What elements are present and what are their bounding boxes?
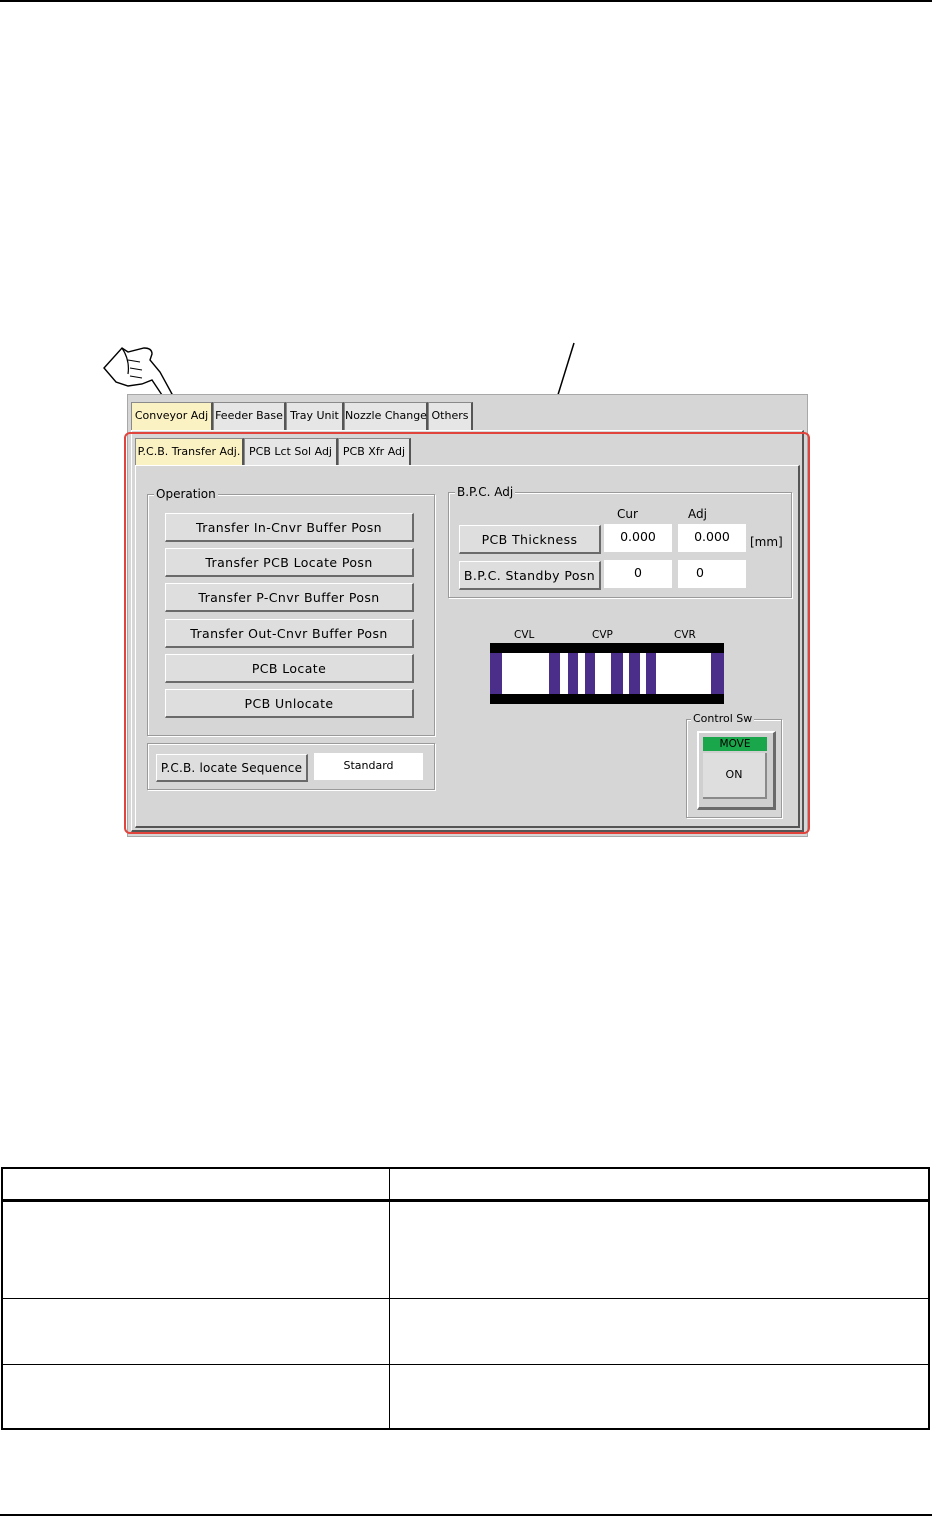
cvp-sensor-block-3 <box>585 653 595 694</box>
tab-nozzle-change[interactable]: Nozzle Change <box>344 402 428 430</box>
pcb-thickness-button[interactable]: PCB Thickness <box>459 525 601 554</box>
unit-mm-label: [mm] <box>750 535 783 549</box>
pcb-thickness-adj-field[interactable]: 0.000 <box>678 524 746 552</box>
tab-feeder-base[interactable]: Feeder Base <box>213 402 286 430</box>
conveyor-rail-bottom <box>490 694 724 704</box>
adj-column-header: Adj <box>688 507 707 521</box>
transfer-p-cnvr-buffer-posn-button[interactable]: Transfer P-Cnvr Buffer Posn <box>165 583 414 612</box>
tab-pcb-lct-sol-adj[interactable]: PCB Lct Sol Adj <box>244 438 338 466</box>
table-row <box>2 1298 929 1364</box>
cvr-sensor-block <box>711 653 724 694</box>
bpc-standby-posn-button[interactable]: B.P.C. Standby Posn <box>459 561 601 590</box>
switch-state-label: ON <box>703 753 767 799</box>
table-row <box>2 1364 929 1429</box>
cvp-sensor-block-6 <box>646 653 656 694</box>
operation-group-title: Operation <box>156 487 216 501</box>
pcb-thickness-cur-field: 0.000 <box>604 524 672 552</box>
tab-others[interactable]: Others <box>428 402 473 430</box>
tab-pcb-transfer-adj[interactable]: P.C.B. Transfer Adj. <box>135 438 244 466</box>
cvp-sensor-block-5 <box>629 653 640 694</box>
cvl-sensor-block <box>490 653 502 694</box>
bpc-standby-posn-cur-field: 0 <box>604 560 672 588</box>
cvp-sensor-block-1 <box>549 653 560 694</box>
bpc-standby-posn-adj-field[interactable]: 0 <box>678 560 746 588</box>
move-status-indicator: MOVE <box>703 737 767 751</box>
cvp-sensor-block-2 <box>568 653 578 694</box>
table-cell <box>2 1298 390 1364</box>
cvp-label: CVP <box>592 629 613 641</box>
bottom-rule <box>0 1514 932 1516</box>
cur-column-header: Cur <box>617 507 638 521</box>
locate-sequence-value: Standard <box>314 753 423 780</box>
table-cell <box>390 1200 930 1298</box>
tab-tray-unit[interactable]: Tray Unit <box>286 402 344 430</box>
bpc-adj-group-title: B.P.C. Adj <box>457 485 514 499</box>
table-header-cell <box>2 1168 390 1200</box>
table-cell <box>390 1364 930 1429</box>
transfer-pcb-locate-posn-button[interactable]: Transfer PCB Locate Posn <box>165 548 414 577</box>
control-switch-button[interactable] <box>697 731 776 810</box>
transfer-in-cnvr-buffer-posn-button[interactable]: Transfer In-Cnvr Buffer Posn <box>165 513 414 542</box>
table-header-row <box>2 1168 929 1200</box>
cvp-sensor-block-4 <box>611 653 623 694</box>
top-rule <box>0 0 932 2</box>
tab-pcb-xfr-adj[interactable]: PCB Xfr Adj <box>338 438 411 466</box>
transfer-out-cnvr-buffer-posn-button[interactable]: Transfer Out-Cnvr Buffer Posn <box>165 619 414 648</box>
table-header-cell <box>390 1168 930 1200</box>
conveyor-rail-top <box>490 643 724 653</box>
description-table <box>1 1167 930 1430</box>
pcb-locate-button[interactable]: PCB Locate <box>165 654 414 683</box>
control-sw-title: Control Sw <box>693 712 753 725</box>
table-row <box>2 1200 929 1298</box>
pcb-locate-sequence-button[interactable]: P.C.B. locate Sequence <box>156 754 308 782</box>
pcb-unlocate-button[interactable]: PCB Unlocate <box>165 689 414 718</box>
cvr-label: CVR <box>674 629 696 641</box>
table-cell <box>2 1200 390 1298</box>
conveyor-diagram <box>490 643 724 704</box>
table-cell <box>390 1298 930 1364</box>
cvl-label: CVL <box>514 629 535 641</box>
table-cell <box>2 1364 390 1429</box>
tab-conveyor-adj[interactable]: Conveyor Adj <box>131 402 213 430</box>
